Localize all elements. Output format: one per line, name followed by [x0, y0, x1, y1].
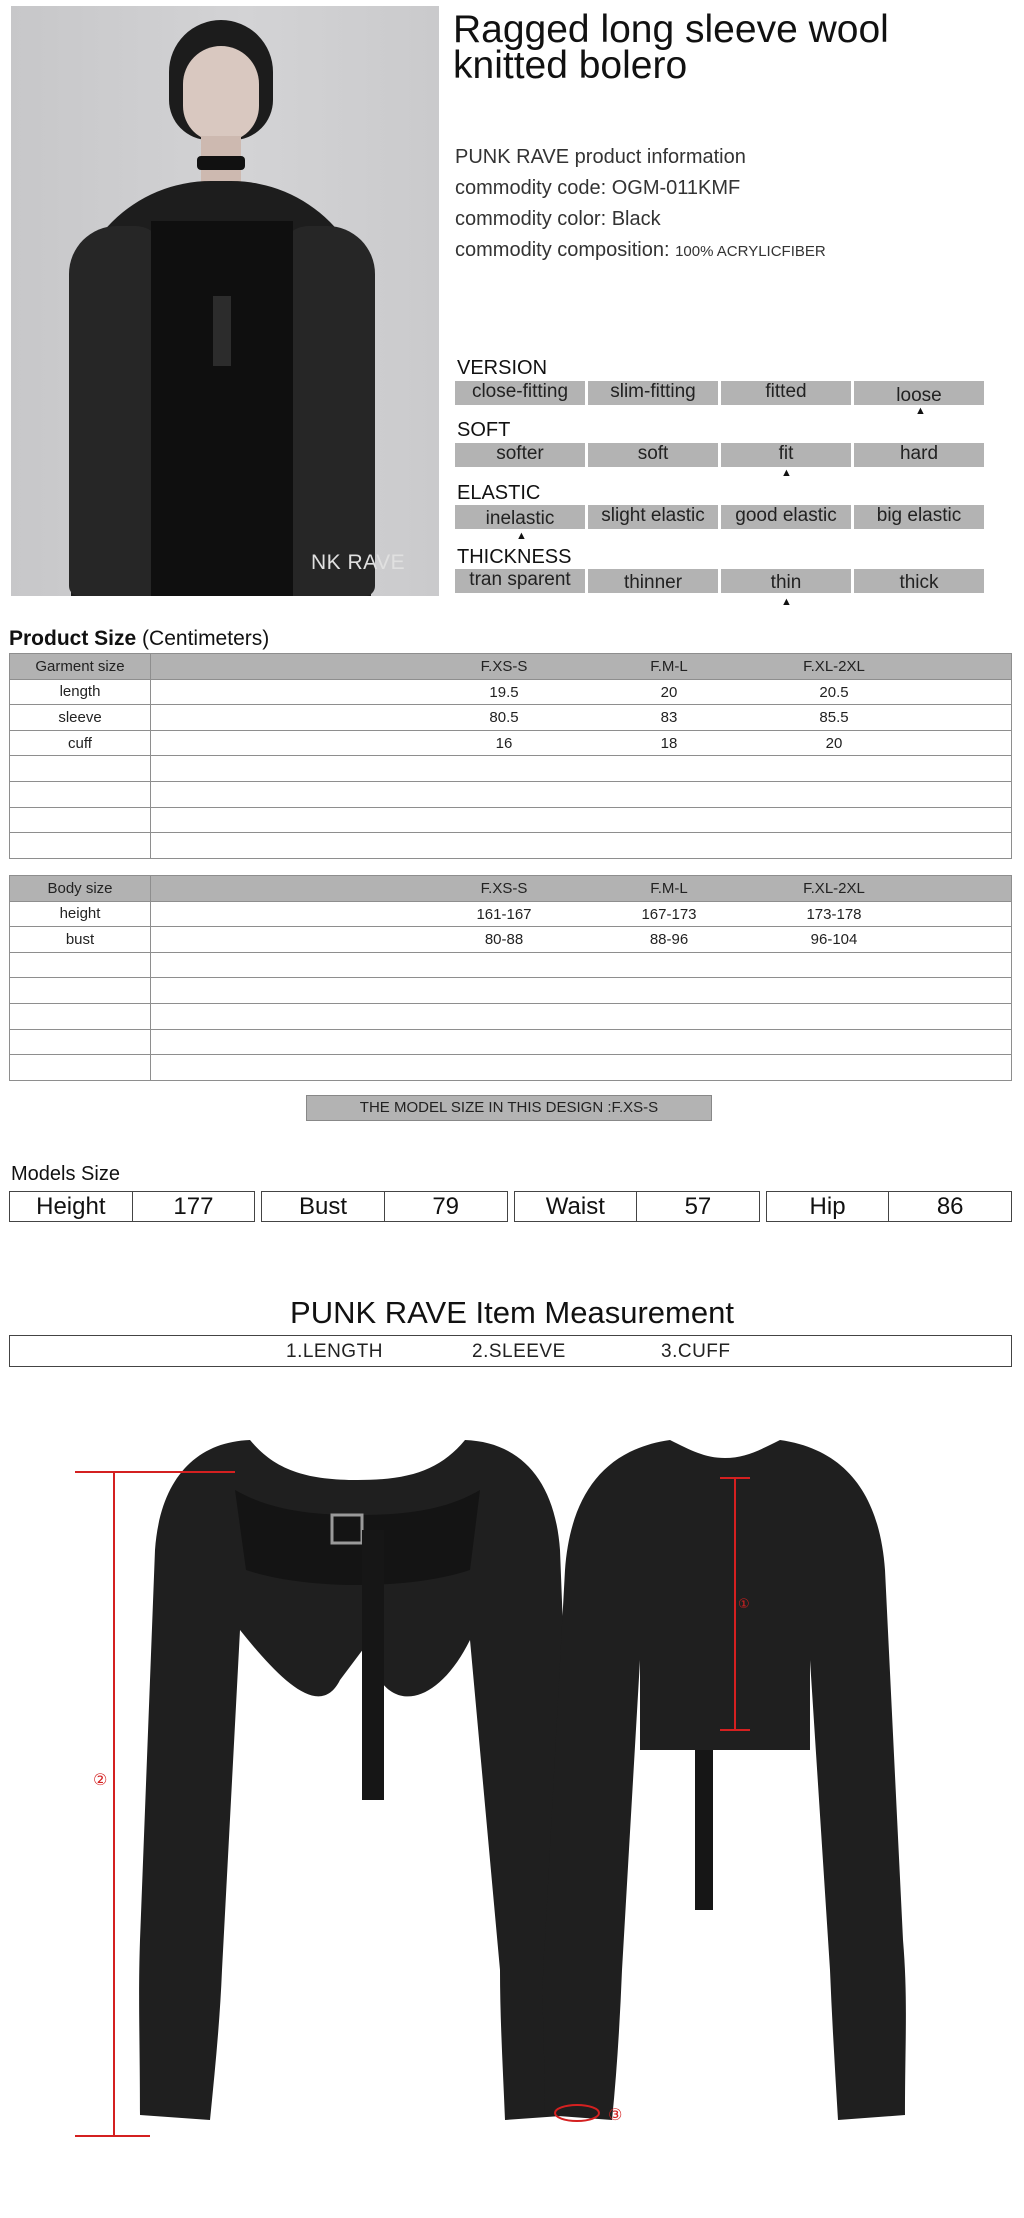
- legend-sleeve: 2.SLEEVE: [472, 1341, 566, 1362]
- cell-value: 80-88: [484, 931, 524, 949]
- version-title: VERSION: [457, 357, 548, 379]
- product-info: [455, 142, 826, 267]
- cell-value: 20: [825, 734, 843, 752]
- table-row-empty: [10, 1055, 1012, 1081]
- row-label: length: [10, 679, 151, 705]
- elastic-option: inelastic: [455, 505, 585, 529]
- table-row: [10, 730, 1012, 756]
- elastic-marker-icon: ▲: [516, 530, 527, 542]
- table-row-empty: [10, 807, 1012, 833]
- size-col: F.XL-2XL: [803, 658, 865, 675]
- soft-scale: [455, 443, 984, 467]
- thickness-title: THICKNESS: [457, 546, 572, 568]
- right-sleeve: [279, 226, 375, 596]
- version-marker-icon: ▲: [915, 405, 926, 417]
- garment-back-view: [543, 1440, 906, 2124]
- thickness-marker-icon: ▲: [781, 596, 792, 608]
- dress: [151, 221, 293, 596]
- size-col: F.XS-S: [480, 658, 528, 675]
- size-col: F.XL-2XL: [803, 880, 865, 897]
- thickness-option: thick: [854, 569, 984, 593]
- thickness-option: thin: [721, 569, 851, 593]
- table-row: [10, 927, 1012, 953]
- cuff-marker: ③: [608, 2105, 623, 2124]
- table-row-empty: [10, 1003, 1012, 1029]
- garment-size-table: [9, 653, 1012, 859]
- cell-value: 20: [660, 683, 678, 701]
- table-row: [10, 901, 1012, 927]
- length-marker: ①: [738, 1597, 750, 1612]
- elastic-option: slight elastic: [588, 505, 718, 529]
- model-face: [183, 46, 259, 142]
- cell-value: 161-167: [476, 905, 532, 923]
- garment-measurement-diagram: [0, 1380, 1024, 2200]
- row-label: cuff: [10, 730, 151, 756]
- photo-watermark: NK RAVE: [311, 551, 406, 574]
- version-scale: [455, 381, 984, 405]
- size-col: F.M-L: [650, 880, 688, 897]
- commodity-composition: commodity composition: 100% ACRYLICFIBER: [455, 239, 826, 261]
- size-col: F.M-L: [650, 658, 688, 675]
- table-header-cell: Garment size: [10, 654, 151, 680]
- cell-value: 80.5: [489, 709, 519, 727]
- models-size-row: [9, 1191, 1012, 1222]
- elastic-option: big elastic: [854, 505, 984, 529]
- table-row-empty: [10, 833, 1012, 859]
- table-row-empty: [10, 781, 1012, 807]
- thickness-scale: [455, 569, 984, 593]
- row-label: height: [10, 901, 151, 927]
- model-measure-hip: Hip 86: [766, 1191, 1012, 1222]
- buckle-strap: [213, 296, 231, 366]
- front-strap: [362, 1530, 384, 1800]
- table-row-empty: [10, 1029, 1012, 1055]
- row-label: bust: [10, 927, 151, 953]
- table-row-empty: [10, 756, 1012, 782]
- cell-value: 96-104: [810, 931, 858, 949]
- legend-cuff: 3.CUFF: [661, 1341, 731, 1362]
- table-row: [10, 679, 1012, 705]
- cell-value: 173-178: [806, 905, 862, 923]
- back-strap: [695, 1750, 713, 1910]
- elastic-option: good elastic: [721, 505, 851, 529]
- cell-value: 88-96: [649, 931, 689, 949]
- cell-value: 167-173: [641, 905, 697, 923]
- model-measure-height: Height 177: [9, 1191, 255, 1222]
- product-size-title: Product Size (Centimeters): [9, 627, 270, 650]
- soft-option: hard: [854, 443, 984, 467]
- models-size-title: Models Size: [11, 1163, 120, 1185]
- model-size-note: THE MODEL SIZE IN THIS DESIGN :F.XS-S: [306, 1095, 712, 1121]
- soft-option: fit: [721, 443, 851, 467]
- garment-front-view: [75, 1440, 576, 2136]
- cell-value: 16: [495, 734, 513, 752]
- soft-option: soft: [588, 443, 718, 467]
- cell-value: 20.5: [819, 683, 849, 701]
- measurement-legend: [9, 1335, 1012, 1367]
- measurement-title: PUNK RAVE Item Measurement: [290, 1295, 734, 1330]
- legend-length: 1.LENGTH: [286, 1341, 383, 1362]
- table-header-row: [10, 654, 1012, 680]
- model-measure-bust: Bust 79: [261, 1191, 507, 1222]
- commodity-code: commodity code: OGM-011KMF: [455, 177, 741, 199]
- product-title: Ragged long sleeve wool knitted bolero: [453, 8, 889, 87]
- soft-title: SOFT: [457, 419, 511, 441]
- cell-value: 18: [660, 734, 678, 752]
- size-col: F.XS-S: [480, 880, 528, 897]
- elastic-scale: [455, 505, 984, 529]
- table-header-row: [10, 876, 1012, 902]
- info-heading: PUNK RAVE product information: [455, 146, 746, 168]
- body-size-table: [9, 875, 1012, 1081]
- table-row: [10, 705, 1012, 731]
- version-option: fitted: [721, 381, 851, 405]
- soft-marker-icon: ▲: [781, 467, 792, 479]
- commodity-color: commodity color: Black: [455, 208, 661, 230]
- cell-value: 85.5: [819, 709, 849, 727]
- back-bolero-shape: [543, 1440, 906, 2120]
- version-option: slim-fitting: [588, 381, 718, 405]
- cell-value: 83: [660, 709, 678, 727]
- table-row-empty: [10, 978, 1012, 1004]
- table-header-cell: Body size: [10, 876, 151, 902]
- version-option: loose: [854, 381, 984, 405]
- sleeve-marker: ②: [93, 1770, 108, 1789]
- thickness-option: tran sparent: [455, 569, 585, 593]
- table-row-empty: [10, 952, 1012, 978]
- version-option: close-fitting: [455, 381, 585, 405]
- choker: [197, 156, 245, 170]
- row-label: sleeve: [10, 705, 151, 731]
- elastic-title: ELASTIC: [457, 482, 541, 504]
- cell-value: 19.5: [489, 683, 519, 701]
- thickness-option: thinner: [588, 569, 718, 593]
- model-measure-waist: Waist 57: [514, 1191, 760, 1222]
- product-photo: [11, 6, 439, 596]
- soft-option: softer: [455, 443, 585, 467]
